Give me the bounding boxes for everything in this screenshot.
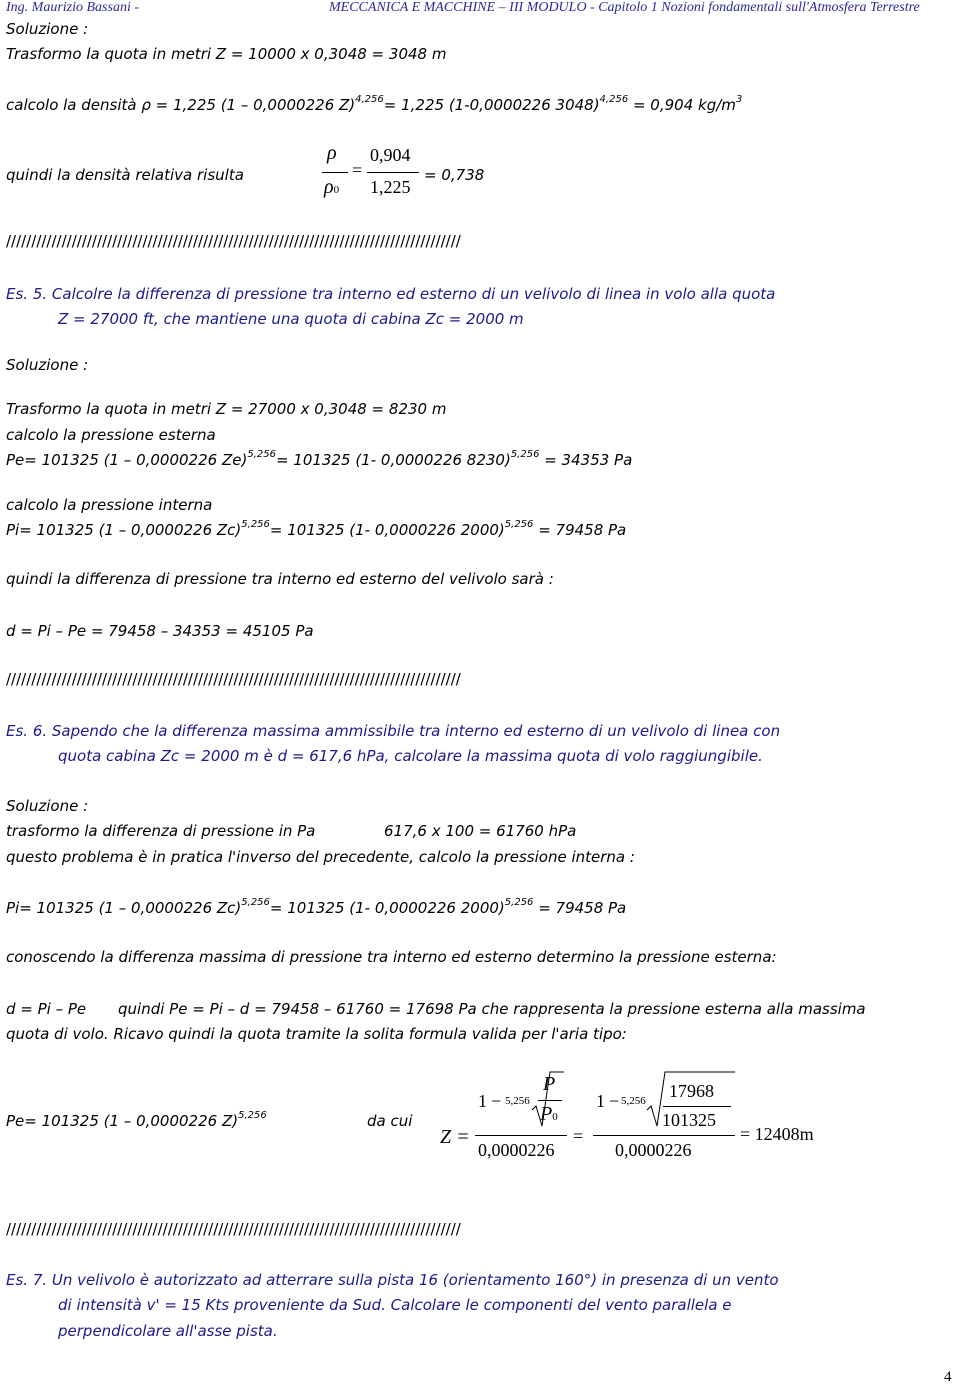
es7-title: Es. 7. Un velivolo è autorizzato ad atterrare sulla pista 16 (orientamento 160°) in presenza di un vento bbox=[6, 1271, 779, 1289]
p0-denominator: P0 bbox=[540, 1103, 558, 1125]
es7-title-line3: perpendicolare all'asse pista. bbox=[58, 1322, 278, 1340]
fraction-bar-z2 bbox=[593, 1135, 735, 1136]
one-first: 1 bbox=[478, 1091, 487, 1111]
da-cui-label: da cui bbox=[367, 1112, 413, 1130]
es6-external-pressure-result: quindi Pe = Pi – d = 79458 – 61760 = 17698 Pa che rappresenta la pressione esterna alla massima bbox=[118, 1000, 866, 1018]
rho-numerator: ρ bbox=[327, 142, 337, 164]
es5-soluzione-label: Soluzione : bbox=[6, 356, 89, 374]
equals-sign: = bbox=[352, 160, 363, 180]
header-author: Ing. Maurizio Bassani - bbox=[6, 0, 139, 15]
rho-denominator: ρ0 bbox=[324, 176, 340, 198]
es5-internal-pressure-label: calcolo la pressione interna bbox=[6, 496, 213, 514]
es6-inverse-problem: questo problema è in pratica l'inverso del precedente, calcolo la pressione interna : bbox=[6, 848, 635, 866]
minus-first: − bbox=[491, 1091, 502, 1111]
fraction-bar-ratio bbox=[663, 1106, 731, 1107]
density-formula: calcolo la densità ρ = 1,225 (1 – 0,0000226 Z)$^{4,256}$= 1,225 (1-0,0000226 3048)$^{4,256}$ = 0,904 $kg/m^3$ bbox=[6, 94, 743, 114]
density-numerator: 0,904 bbox=[370, 145, 411, 165]
es6-soluzione-label: Soluzione : bbox=[6, 797, 89, 815]
es5-difference-label: quindi la differenza di pressione tra interno ed esterno del velivolo sarà : bbox=[6, 570, 554, 588]
es5-external-pressure-label: calcolo la pressione esterna bbox=[6, 426, 216, 444]
es6-title: Es. 6. Sapendo che la differenza massima ammissibile tra interno ed esterno di un velivolo di linea con bbox=[6, 722, 781, 740]
fraction-bar-z1 bbox=[475, 1135, 567, 1136]
es6-conversion-label: trasformo la differenza di pressione in Pa bbox=[6, 822, 316, 840]
relative-density-result: = 0,738 bbox=[424, 166, 485, 184]
separator-3: ////////////////////////////////////////////////////////////////////////////////////////// bbox=[6, 1220, 461, 1238]
es6-conversion-value: 617,6 x 100 = 61760 hPa bbox=[384, 822, 577, 840]
root-index-second: 5,256 bbox=[621, 1095, 646, 1107]
soluzione-label: Soluzione : bbox=[6, 20, 89, 38]
es5-title: Es. 5. Calcolre la differenza di pressione tra interno ed esterno di un velivolo di linea in volo alla quota bbox=[6, 285, 776, 303]
quota-conversion-line: Trasformo la quota in metri Z = 10000 x 0,3048 = 3048 m bbox=[6, 45, 447, 63]
es6-pressure-formula: Pe= 101325 (1 – 0,0000226 Z)$^{5,256}$ bbox=[6, 1110, 267, 1130]
minus-second: − bbox=[609, 1091, 620, 1111]
density-denominator: 1,225 bbox=[370, 177, 411, 197]
fraction-bar-values bbox=[367, 172, 419, 173]
es5-external-pressure-formula: Pe= 101325 (1 – 0,0000226 Ze)$^{5,256}$= 101325 (1- 0,0000226 8230)$^{5,256}$ = 34353 Pa bbox=[6, 449, 633, 469]
one-second: 1 bbox=[596, 1091, 605, 1111]
root-index-first: 5,256 bbox=[505, 1095, 530, 1107]
es6-altitude-intro: quota di volo. Ricavo quindi la quota tramite la solita formula valida per l'aria tipo: bbox=[6, 1025, 627, 1043]
z-equals: Z = bbox=[440, 1126, 470, 1148]
num-17968: 17968 bbox=[669, 1081, 714, 1101]
separator-1: ////////////////////////////////////////////////////////////////////////////////////////// bbox=[6, 232, 461, 250]
denominator-second: 0,0000226 bbox=[615, 1140, 692, 1160]
altitude-result: = 12408m bbox=[740, 1124, 814, 1144]
relative-density-label: quindi la densità relativa risulta bbox=[6, 166, 244, 184]
equals-sign-2: = bbox=[573, 1126, 584, 1146]
fraction-bar-rho bbox=[322, 172, 348, 173]
es5-title-line2: Z = 27000 ft, che mantiene una quota di cabina Zc = 2000 m bbox=[58, 310, 524, 328]
p-numerator: P bbox=[543, 1073, 556, 1095]
header-chapter: MECCANICA E MACCHINE – III MODULO - Capitolo 1 Nozioni fondamentali sull'Atmosfera Terrestre bbox=[329, 0, 920, 15]
es5-internal-pressure-formula: Pi= 101325 (1 – 0,0000226 Zc)$^{5,256}$= 101325 (1- 0,0000226 2000)$^{5,256}$ = 79458 Pa bbox=[6, 519, 627, 539]
es5-difference-result: d = Pi – Pe = 79458 – 34353 = 45105 Pa bbox=[6, 622, 314, 640]
den-101325: 101325 bbox=[662, 1110, 716, 1130]
es6-title-line2: quota cabina Zc = 2000 m è d = 617,6 hPa, calcolare la massima quota di volo raggiungibile. bbox=[58, 747, 763, 765]
es6-external-pressure-label: conoscendo la differenza massima di pressione tra interno ed esterno determino la pressione esterna: bbox=[6, 948, 777, 966]
fraction-bar-p bbox=[538, 1100, 562, 1101]
page-number: 4 bbox=[944, 1369, 952, 1385]
es6-internal-pressure-formula: Pi= 101325 (1 – 0,0000226 Zc)$^{5,256}$= 101325 (1- 0,0000226 2000)$^{5,256}$ = 79458 Pa bbox=[6, 897, 627, 917]
es6-difference-eq: d = Pi – Pe bbox=[6, 1000, 87, 1018]
separator-2: ////////////////////////////////////////////////////////////////////////////////////////// bbox=[6, 670, 461, 688]
es7-title-line2: di intensità v' = 15 Kts proveniente da Sud. Calcolare le componenti del vento parallela e bbox=[58, 1296, 732, 1314]
es5-quota-conversion: Trasformo la quota in metri Z = 27000 x 0,3048 = 8230 m bbox=[6, 400, 447, 418]
denominator-first: 0,0000226 bbox=[478, 1140, 555, 1160]
